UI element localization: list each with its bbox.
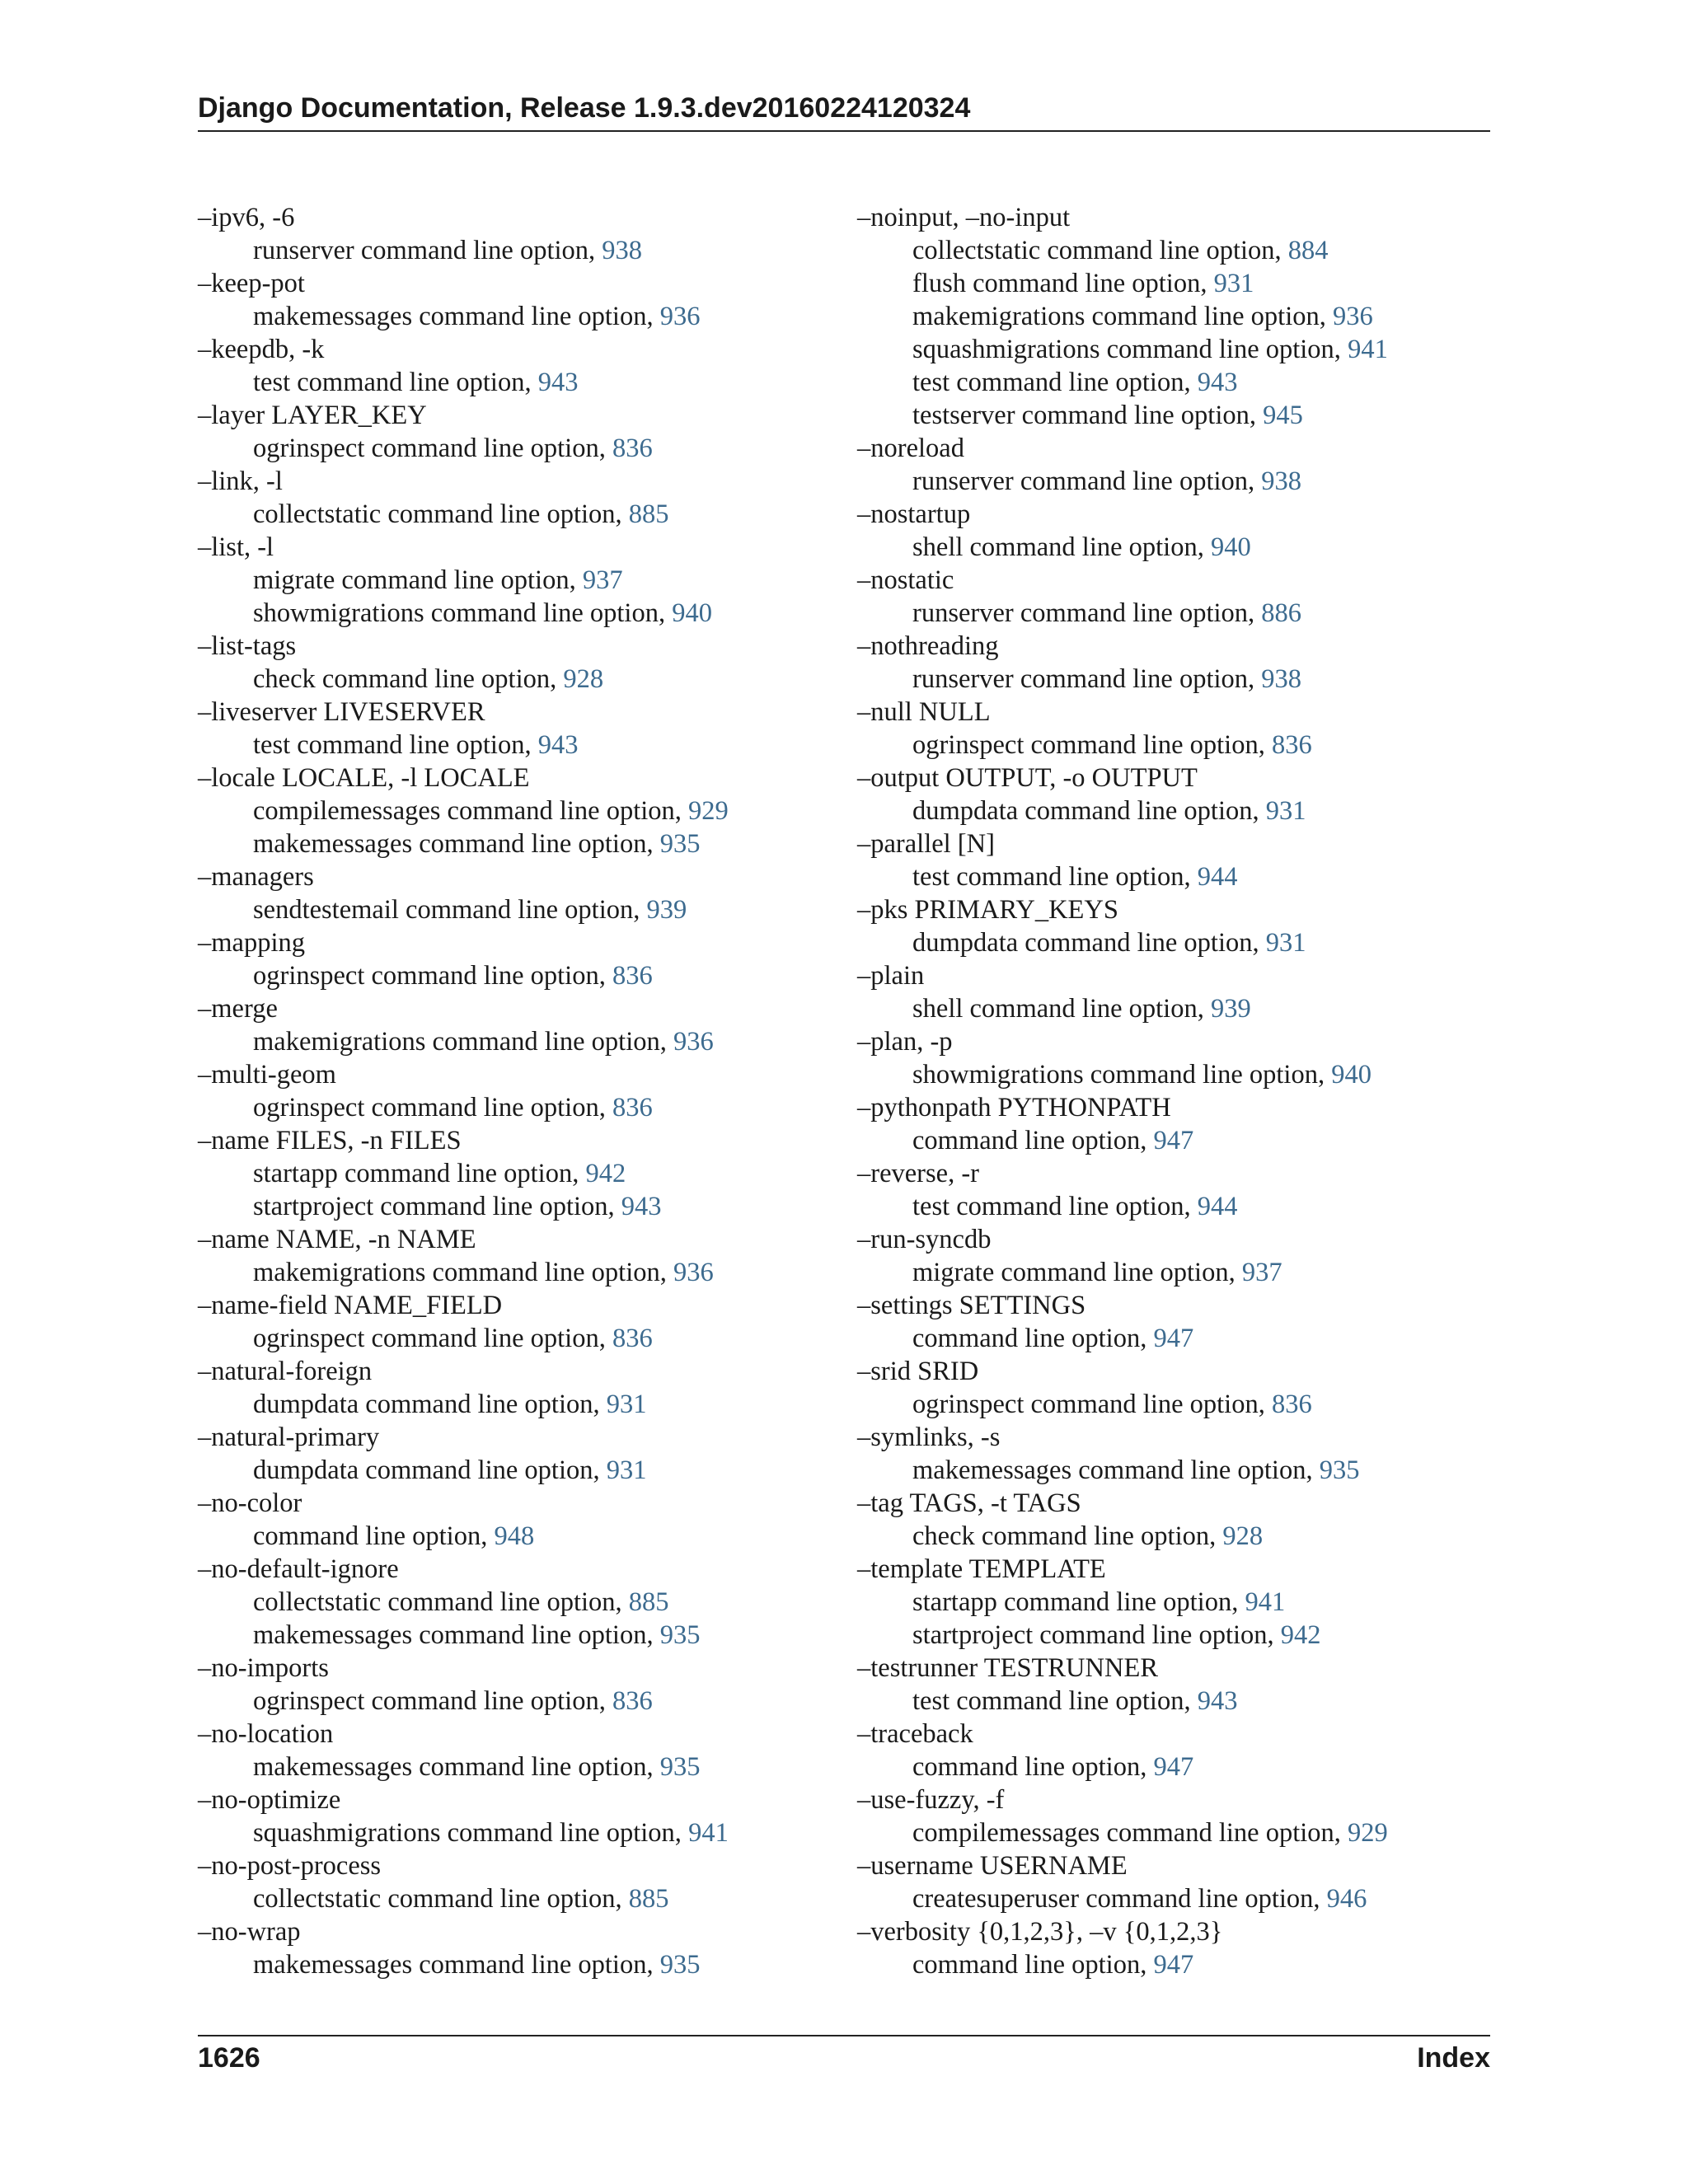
subentry-text: makemessages command line option, <box>912 1455 1320 1485</box>
index-term: –name-field NAME_FIELD <box>198 1291 503 1320</box>
subentry-text: runserver command line option, <box>912 664 1262 694</box>
subentry-text: test command line option, <box>912 1192 1198 1221</box>
subentry-text: command line option, <box>912 1752 1154 1782</box>
page-reference-link[interactable]: 940 <box>1331 1060 1372 1090</box>
index-term: –plan, -p <box>857 1027 953 1057</box>
index-term: –template TEMPLATE <box>857 1554 1106 1584</box>
index-term: –keep-pot <box>198 269 305 298</box>
page-reference-link[interactable]: 942 <box>585 1159 626 1188</box>
page-reference-link[interactable]: 947 <box>1153 1752 1194 1782</box>
index-term: –parallel [N] <box>857 829 995 859</box>
subentry-text: command line option, <box>912 1324 1154 1353</box>
index-subentry <box>857 1619 1500 1652</box>
index-term: –list, -l <box>198 532 274 562</box>
index-term: –natural-primary <box>198 1422 380 1452</box>
index-subentry <box>857 1256 1500 1289</box>
page-reference-link[interactable]: 944 <box>1197 1192 1238 1221</box>
page-reference-link[interactable]: 931 <box>606 1455 647 1485</box>
header-divider <box>198 130 1490 132</box>
page-reference-link[interactable]: 941 <box>1348 335 1388 364</box>
subentry-text: command line option, <box>253 1521 495 1551</box>
index-subentry <box>857 1124 1500 1157</box>
page-reference-link[interactable]: 939 <box>646 895 687 925</box>
page-reference-link[interactable]: 945 <box>1263 401 1303 430</box>
index-subentry <box>857 531 1500 564</box>
index-term: –nothreading <box>857 631 999 661</box>
index-subentry <box>198 794 841 827</box>
index-subentry <box>198 893 841 926</box>
page-reference-link[interactable]: 938 <box>1261 664 1302 694</box>
page-reference-link[interactable]: 935 <box>659 1950 701 1980</box>
index-term: –username USERNAME <box>857 1851 1128 1881</box>
subentry-text: command line option, <box>912 1950 1154 1980</box>
index-subentry <box>198 959 841 992</box>
footer-section-label: Index <box>1417 2042 1490 2074</box>
footer-divider <box>198 2035 1490 2036</box>
subentry-text: makemigrations command line option, <box>253 1027 673 1057</box>
subentry-text: test command line option, <box>253 368 538 397</box>
page-reference-link[interactable]: 943 <box>1197 368 1238 397</box>
index-subentry <box>857 1454 1500 1487</box>
index-term: –tag TAGS, -t TAGS <box>857 1488 1081 1518</box>
index-term: –no-default-ignore <box>198 1554 399 1584</box>
subentry-text: squashmigrations command line option, <box>253 1818 689 1848</box>
page-reference-link[interactable]: 940 <box>1210 532 1251 562</box>
subentry-text: migrate command line option, <box>253 565 583 595</box>
index-subentry <box>198 1091 841 1124</box>
index-subentry <box>198 1520 841 1553</box>
index-subentry <box>198 1586 841 1619</box>
index-term: –multi-geom <box>198 1060 336 1090</box>
page-reference-link[interactable]: 936 <box>1332 302 1373 331</box>
page-reference-link[interactable]: 836 <box>612 1093 653 1122</box>
subentry-text: makemessages command line option, <box>253 1752 660 1782</box>
subentry-text: collectstatic command line option, <box>253 1884 629 1914</box>
index-term: –no-optimize <box>198 1785 341 1815</box>
subentry-text: dumpdata command line option, <box>253 1390 607 1419</box>
index-term: –traceback <box>857 1719 973 1749</box>
subentry-text: testserver command line option, <box>912 401 1264 430</box>
subentry-text: test command line option, <box>253 730 538 760</box>
index-term: –no-location <box>198 1719 334 1749</box>
index-term: –output OUTPUT, -o OUTPUT <box>857 763 1198 793</box>
page-reference-link[interactable]: 937 <box>582 565 623 595</box>
index-subentry <box>198 663 841 696</box>
index-subentry <box>198 498 841 531</box>
page-reference-link[interactable]: 948 <box>494 1521 535 1551</box>
index-subentry <box>857 794 1500 827</box>
page-reference-link[interactable]: 931 <box>1265 928 1306 958</box>
page-reference-link[interactable]: 931 <box>1213 269 1254 298</box>
page-reference-link[interactable]: 935 <box>659 1752 701 1782</box>
index-subentry <box>857 926 1500 959</box>
page-reference-link[interactable]: 885 <box>628 499 669 529</box>
subentry-text: migrate command line option, <box>912 1258 1242 1287</box>
page-reference-link[interactable]: 929 <box>1348 1818 1388 1848</box>
subentry-text: startproject command line option, <box>253 1192 621 1221</box>
index-subentry <box>857 1322 1500 1355</box>
subentry-text: collectstatic command line option, <box>253 1587 629 1617</box>
page-reference-link[interactable]: 941 <box>1245 1587 1286 1617</box>
page-reference-link[interactable]: 931 <box>606 1390 647 1419</box>
subentry-text: startapp command line option, <box>253 1159 586 1188</box>
page-reference-link[interactable]: 937 <box>1241 1258 1282 1287</box>
subentry-text: makemigrations command line option, <box>912 302 1333 331</box>
page-number: 1626 <box>198 2042 260 2074</box>
index-subentry <box>857 1388 1500 1421</box>
index-subentry <box>198 827 841 860</box>
page-reference-link[interactable]: 935 <box>1319 1455 1360 1485</box>
subentry-text: test command line option, <box>912 1686 1198 1716</box>
index-term: –mapping <box>198 928 305 958</box>
index-subentry <box>857 234 1500 267</box>
index-subentry <box>857 1816 1500 1849</box>
index-term: –noreload <box>857 434 964 463</box>
subentry-text: ogrinspect command line option, <box>253 1093 612 1122</box>
index-subentry <box>857 860 1500 893</box>
subentry-text: test command line option, <box>912 368 1198 397</box>
page-reference-link[interactable]: 928 <box>1222 1521 1264 1551</box>
subentry-text: shell command line option, <box>912 994 1211 1024</box>
index-term: –link, -l <box>198 466 283 496</box>
subentry-text: makemigrations command line option, <box>253 1258 673 1287</box>
index-subentry <box>857 366 1500 399</box>
index-term: –keepdb, -k <box>198 335 325 364</box>
subentry-text: collectstatic command line option, <box>912 236 1288 265</box>
index-subentry <box>857 465 1500 498</box>
index-subentry <box>198 1816 841 1849</box>
page-reference-link[interactable]: 836 <box>1271 1390 1312 1419</box>
index-subentry <box>198 1619 841 1652</box>
page-reference-link[interactable]: 931 <box>1265 796 1306 826</box>
page-reference-link[interactable]: 836 <box>612 961 653 991</box>
index-term: –symlinks, -s <box>857 1422 1001 1452</box>
index-subentry <box>198 366 841 399</box>
page-reference-link[interactable]: 939 <box>1210 994 1251 1024</box>
subentry-text: showmigrations command line option, <box>253 598 673 628</box>
index-column-right <box>857 201 1500 1981</box>
index-term: –srid SRID <box>857 1357 979 1386</box>
subentry-text: ogrinspect command line option, <box>253 961 612 991</box>
page-reference-link[interactable]: 886 <box>1261 598 1302 628</box>
index-term: –name NAME, -n NAME <box>198 1225 476 1254</box>
subentry-text: ogrinspect command line option, <box>253 1324 612 1353</box>
page-reference-link[interactable]: 942 <box>1280 1620 1321 1650</box>
index-term: –merge <box>198 994 278 1024</box>
index-subentry <box>198 1157 841 1190</box>
index-subentry <box>198 1454 841 1487</box>
page-reference-link[interactable]: 936 <box>673 1027 714 1057</box>
page-reference-link[interactable]: 936 <box>673 1258 714 1287</box>
page-reference-link[interactable]: 936 <box>659 302 701 331</box>
page-reference-link[interactable]: 944 <box>1197 862 1238 892</box>
index-subentry <box>198 1685 841 1718</box>
subentry-text: compilemessages command line option, <box>912 1818 1348 1848</box>
index-subentry <box>198 234 841 267</box>
index-subentry <box>857 333 1500 366</box>
index-subentry <box>198 1948 841 1981</box>
page-reference-link[interactable]: 836 <box>612 1686 653 1716</box>
subentry-text: collectstatic command line option, <box>253 499 629 529</box>
index-term: –liveserver LIVESERVER <box>198 697 485 727</box>
index-subentry <box>857 1685 1500 1718</box>
subentry-text: shell command line option, <box>912 532 1211 562</box>
index-term: –name FILES, -n FILES <box>198 1126 462 1155</box>
page-reference-link[interactable]: 885 <box>628 1587 669 1617</box>
subentry-text: startproject command line option, <box>912 1620 1281 1650</box>
index-subentry <box>857 1190 1500 1223</box>
subentry-text: createsuperuser command line option, <box>912 1884 1327 1914</box>
page-reference-link[interactable]: 943 <box>621 1192 662 1221</box>
subentry-text: runserver command line option, <box>912 466 1262 496</box>
index-term: –verbosity {0,1,2,3}, –v {0,1,2,3} <box>857 1917 1223 1947</box>
index-term: –ipv6, -6 <box>198 203 295 232</box>
page-reference-link[interactable]: 943 <box>1197 1686 1238 1716</box>
index-term: –nostatic <box>857 565 954 595</box>
index-term: –no-post-process <box>198 1851 382 1881</box>
index-term: –pks PRIMARY_KEYS <box>857 895 1118 925</box>
page-reference-link[interactable]: 929 <box>688 796 729 826</box>
index-term: –managers <box>198 862 314 892</box>
subentry-text: check command line option, <box>253 664 564 694</box>
subentry-text: dumpdata command line option, <box>253 1455 607 1485</box>
index-subentry <box>857 1586 1500 1619</box>
index-subentry <box>198 597 841 630</box>
index-term: –use-fuzzy, -f <box>857 1785 1005 1815</box>
index-subentry <box>198 729 841 762</box>
index-term: –settings SETTINGS <box>857 1291 1086 1320</box>
page-reference-link[interactable]: 943 <box>537 730 579 760</box>
index-term: –testrunner TESTRUNNER <box>857 1653 1158 1683</box>
index-term: –no-imports <box>198 1653 329 1683</box>
index-term: –no-wrap <box>198 1917 301 1947</box>
index-subentry <box>198 1025 841 1058</box>
index-subentry <box>198 300 841 333</box>
subentry-text: runserver command line option, <box>253 236 603 265</box>
subentry-text: runserver command line option, <box>912 598 1262 628</box>
page-reference-link[interactable]: 938 <box>1261 466 1302 496</box>
index-term: –reverse, -r <box>857 1159 979 1188</box>
page-reference-link[interactable]: 836 <box>1271 730 1312 760</box>
index-subentry <box>857 1882 1500 1915</box>
page-reference-link[interactable]: 928 <box>563 664 604 694</box>
index-subentry <box>198 1750 841 1783</box>
index-term: –pythonpath PYTHONPATH <box>857 1093 1171 1122</box>
subentry-text: ogrinspect command line option, <box>912 1390 1272 1419</box>
subentry-text: startapp command line option, <box>912 1587 1245 1617</box>
subentry-text: ogrinspect command line option, <box>253 434 612 463</box>
page-reference-link[interactable]: 836 <box>612 434 653 463</box>
page-reference-link[interactable]: 943 <box>537 368 579 397</box>
index-subentry <box>857 300 1500 333</box>
subentry-text: sendtestemail command line option, <box>253 895 647 925</box>
page-reference-link[interactable]: 947 <box>1153 1950 1194 1980</box>
index-term: –natural-foreign <box>198 1357 373 1386</box>
subentry-text: check command line option, <box>912 1521 1223 1551</box>
page-reference-link[interactable]: 885 <box>628 1884 669 1914</box>
index-subentry <box>857 1948 1500 1981</box>
index-subentry <box>857 267 1500 300</box>
subentry-text: command line option, <box>912 1126 1154 1155</box>
index-subentry <box>857 1520 1500 1553</box>
page-reference-link[interactable]: 935 <box>659 1620 701 1650</box>
page-reference-link[interactable]: 836 <box>612 1324 653 1353</box>
subentry-text: showmigrations command line option, <box>912 1060 1332 1090</box>
index-subentry <box>857 597 1500 630</box>
subentry-text: compilemessages command line option, <box>253 796 689 826</box>
page-reference-link[interactable]: 947 <box>1153 1126 1194 1155</box>
index-term: –no-color <box>198 1488 302 1518</box>
index-subentry <box>198 1256 841 1289</box>
page-header-title: Django Documentation, Release 1.9.3.dev20160224120324 <box>198 92 971 124</box>
index-subentry <box>198 564 841 597</box>
index-subentry <box>857 1058 1500 1091</box>
subentry-text: ogrinspect command line option, <box>253 1686 612 1716</box>
subentry-text: test command line option, <box>912 862 1198 892</box>
index-subentry <box>198 1882 841 1915</box>
page-reference-link[interactable]: 935 <box>659 829 701 859</box>
subentry-text: makemessages command line option, <box>253 1950 660 1980</box>
index-subentry <box>857 399 1500 432</box>
index-subentry <box>198 1322 841 1355</box>
index-term: –null NULL <box>857 697 991 727</box>
page-reference-link[interactable]: 941 <box>688 1818 729 1848</box>
index-subentry <box>198 432 841 465</box>
subentry-text: ogrinspect command line option, <box>912 730 1272 760</box>
index-term: –run-syncdb <box>857 1225 992 1254</box>
index-subentry <box>857 729 1500 762</box>
index-subentry <box>857 992 1500 1025</box>
subentry-text: makemessages command line option, <box>253 302 660 331</box>
page-reference-link[interactable]: 947 <box>1153 1324 1194 1353</box>
index-term: –layer LAYER_KEY <box>198 401 427 430</box>
subentry-text: makemessages command line option, <box>253 829 660 859</box>
index-column-left <box>198 201 841 1981</box>
subentry-text: squashmigrations command line option, <box>912 335 1348 364</box>
index-term: –noinput, –no-input <box>857 203 1071 232</box>
index-subentry <box>198 1190 841 1223</box>
index-term: –plain <box>857 961 925 991</box>
subentry-text: makemessages command line option, <box>253 1620 660 1650</box>
page-reference-link[interactable]: 946 <box>1326 1884 1367 1914</box>
index-term: –list-tags <box>198 631 297 661</box>
subentry-text: flush command line option, <box>912 269 1214 298</box>
page-reference-link[interactable]: 938 <box>602 236 643 265</box>
page-reference-link[interactable]: 884 <box>1287 236 1329 265</box>
index-subentry <box>198 1388 841 1421</box>
subentry-text: dumpdata command line option, <box>912 796 1266 826</box>
page-reference-link[interactable]: 940 <box>672 598 712 628</box>
subentry-text: dumpdata command line option, <box>912 928 1266 958</box>
index-term: –nostartup <box>857 499 971 529</box>
index-subentry <box>857 663 1500 696</box>
index-term: –locale LOCALE, -l LOCALE <box>198 763 530 793</box>
index-subentry <box>857 1750 1500 1783</box>
